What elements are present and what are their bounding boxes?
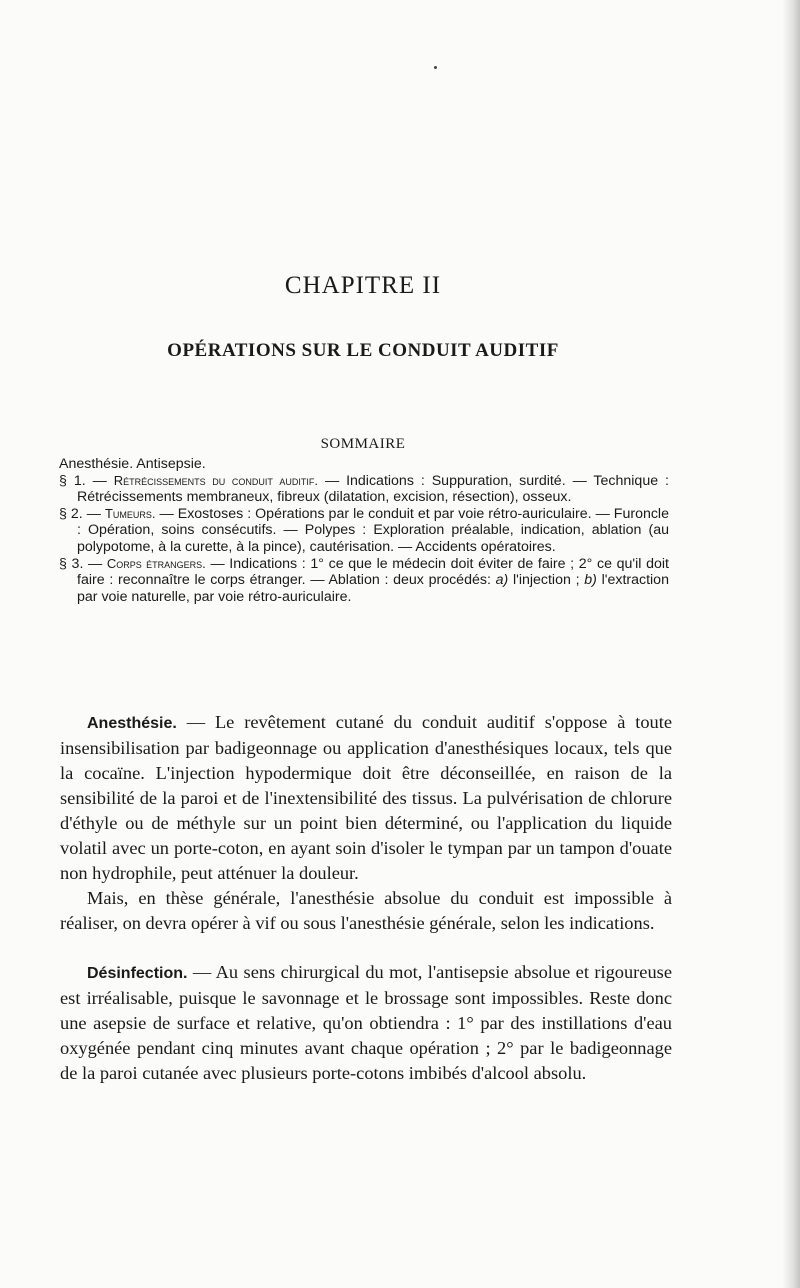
section-title: Rétrécissements du conduit auditif.	[113, 472, 319, 488]
ink-speck	[434, 66, 437, 69]
summary-section-1	[59, 473, 669, 506]
section-text: — Indications : 1° ce que le médecin doit éviter de faire ; 2° ce qu'il doit faire : reconnaître le corps étranger. — Ablation : deux procédés:	[77, 555, 669, 589]
section-title: Tumeurs.	[104, 505, 156, 521]
section-marker: § 1. —	[59, 472, 107, 489]
section-text: — Exostoses : Opérations par le conduit et par voie rétro-auriculaire. — Furoncle : Opération, soins consécutifs. — Polypes : Exploration préalable, indication, ablation (au polypotome, à la curette, à la pince), cautérisation. — Accidents opératoires.	[77, 505, 669, 555]
paragraph-text: — Au sens chirurgical du mot, l'antisepsie absolue et rigoureuse est irréalisable, puisque le savonnage et le brossage sont impossibles. Reste donc une asepsie de surface et relative, qu'on obtiendra : 1° par des instillations d'eau oxygénée pendant cinq minutes avant chaque opération ; 2° par le badigeonnage de la paroi cutanée avec plusieurs porte-cotons imbibés d'alcool absolu.	[60, 962, 672, 1083]
paragraph-anesthesie	[60, 710, 672, 886]
paragraph-these-generale: Mais, en thèse générale, l'anesthésie absolue du conduit est impossible à réaliser, on devra opérer à vif ou sous l'anesthésie générale, selon les indications.	[60, 888, 672, 933]
paragraph-lead: Désinfection.	[87, 965, 188, 982]
summary-section-2	[59, 506, 669, 556]
body-text	[60, 710, 672, 1086]
section-marker: § 2. —	[59, 505, 101, 522]
section-text: l'injection ;	[512, 572, 580, 589]
operation-title: OPÉRATIONS SUR LE CONDUIT AUDITIF	[167, 340, 559, 361]
paragraph-desinfection	[60, 960, 672, 1086]
summary-intro: Anesthésie. Antisepsie.	[59, 456, 206, 472]
option-letter: b)	[584, 572, 597, 589]
paragraph-lead: Anesthésie.	[87, 715, 177, 732]
page-edge-shadow	[782, 0, 800, 1288]
option-letter: a)	[495, 572, 509, 589]
section-title: Corps étrangers.	[106, 555, 206, 571]
section-marker: § 3. —	[59, 555, 103, 572]
sommaire-heading: SOMMAIRE	[320, 436, 406, 452]
section-text: l'extraction par voie naturelle, par voie rétro-auriculaire.	[77, 572, 669, 605]
paragraph-text: — Le revêtement cutané du conduit auditif s'oppose à toute insensibilisation par badigeonnage ou application d'anesthésiques locaux, tels que la cocaïne. L'injection hypodermique doit être déconseillée, en raison de la sensibilité de la paroi et de l'inextensibilité des tissus. La pulvérisation de chlorure d'éthyle ou de méthyle sur un point bien déterminé, ou l'application du liquide volatil avec un porte-coton, en ayant soin d'isoler le tympan par un tampon d'ouate non hydrophile, peut atténuer la douleur.	[60, 712, 672, 883]
section-text: — Indications : Suppuration, surdité. — Technique : Rétrécissements membraneux, fibreux (dilatation, excision, résection), osseux.	[77, 472, 669, 506]
summary-section-3	[59, 556, 669, 606]
chapter-title: CHAPITRE II	[284, 272, 442, 299]
summary-block	[59, 456, 669, 605]
